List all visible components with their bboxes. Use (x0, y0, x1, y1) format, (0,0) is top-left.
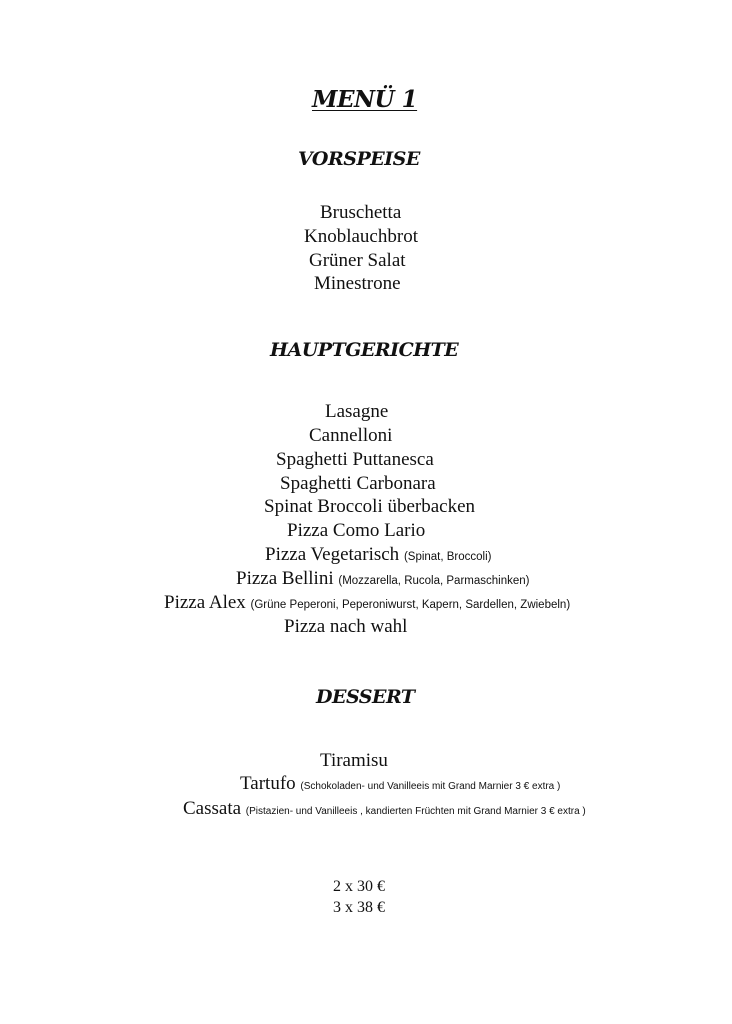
dessert-item-name: Tartufo (240, 773, 296, 794)
dessert-item-note: (Pistazien- und Vanilleeis , kandierten Früchten mit Grand Marnier 3 € extra ) (245, 806, 586, 817)
main-item (325, 401, 388, 423)
starter-item: Minestrone (314, 273, 401, 294)
main-item-name: Cannelloni (309, 425, 393, 446)
main-item (265, 544, 492, 566)
dessert-item (320, 750, 388, 772)
starter-item: Bruschetta (320, 202, 402, 223)
section-heading-starter: VORSPEISE (298, 148, 420, 170)
dessert-item-name: Tiramisu (320, 750, 388, 771)
main-item-name: Pizza Alex (164, 592, 246, 613)
main-item-name: Spinat Broccoli überbacken (264, 496, 476, 517)
dessert-item (240, 773, 560, 795)
section-heading-dessert: DESSERT (316, 686, 415, 708)
price-line: 2 x 30 € (333, 878, 385, 895)
section-heading-mains: HAUPTGERICHTE (270, 339, 459, 361)
menu-title: MENÜ 1 (312, 86, 418, 113)
main-item (236, 568, 529, 590)
dessert-item (183, 798, 586, 820)
dessert-item-note: (Schokoladen- und Vanilleeis mit Grand Marnier 3 € extra ) (300, 781, 561, 792)
main-item-name: Pizza Como Lario (287, 520, 426, 541)
main-item-note: (Mozzarella, Rucola, Parmaschinken) (338, 575, 530, 587)
main-item-name: Pizza Bellini (236, 568, 334, 589)
main-item-name: Spaghetti Carbonara (280, 473, 436, 494)
main-item (280, 473, 436, 495)
main-item (284, 616, 407, 638)
main-item-name: Pizza Vegetarisch (265, 544, 400, 565)
main-item (164, 592, 570, 614)
main-item-name: Spaghetti Puttanesca (276, 449, 434, 470)
price-line: 3 x 38 € (333, 899, 385, 916)
starter-item: Grüner Salat (309, 250, 406, 271)
main-item (276, 449, 434, 471)
main-item (309, 425, 392, 447)
dessert-item-name: Cassata (183, 798, 242, 819)
main-item (287, 520, 425, 542)
starter-item: Knoblauchbrot (304, 226, 418, 247)
main-item-name: Lasagne (325, 401, 389, 422)
main-item-name: Pizza nach wahl (284, 616, 408, 637)
main-item-note: (Spinat, Broccoli) (403, 551, 492, 563)
main-item-note: (Grüne Peperoni, Peperoniwurst, Kapern, Sardellen, Zwiebeln) (250, 599, 571, 611)
main-item (264, 496, 475, 518)
